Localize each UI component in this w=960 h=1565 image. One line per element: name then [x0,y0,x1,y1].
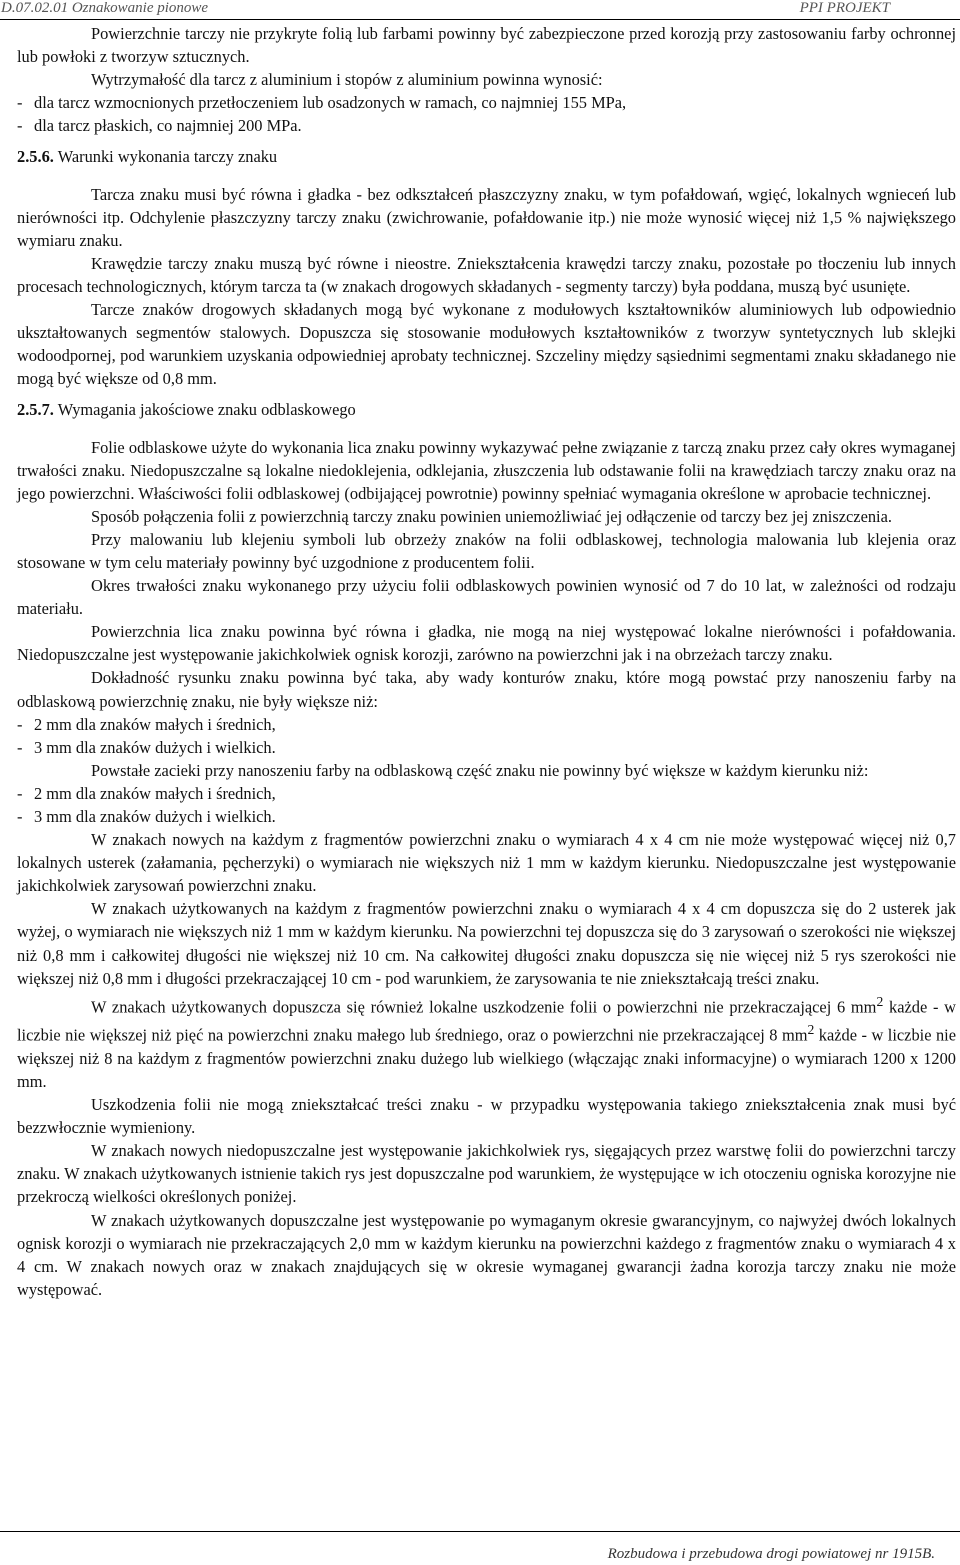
list-item [17,736,956,759]
paragraph: Wytrzymałość dla tarcz z aluminium i stopów z aluminium powinna wynosić: [91,70,603,90]
list-item-text: dla tarcz płaskich, co najmniej 200 MPa. [34,116,302,136]
paragraph: Tarcza znaku musi być równa i gładka - bez odkształceń płaszczyzny znaku, w tym pofałdowań, wgięć, lokalnych wgnieceń lub nierówności itp. Odchylenie płaszczyzny tarczy znaku (zwichrowanie, pofałdowanie itp.) nie może wynosić więcej niż 1,5 % największego wymiaru znaku. [17,184,956,250]
list-dash: - [17,93,23,113]
paragraph-text: W znakach użytkowanych dopuszcza się również lokalne uszkodzenie folii o powierzchni nie przekraczającej 6 mm [91,997,877,1017]
list-item [17,713,956,736]
paragraph: Krawędzie tarczy znaku muszą być równe i nieostre. Zniekształcenia krawędzi tarczy znaku, pozostałe po tłoczeniu lub innych procesach technologicznych, którym tarcza ta (w znakach drogowych składanych - segmenty tarczy) była poddana, muszą być usunięte. [17,253,956,296]
paragraph: W znakach użytkowanych na każdym z fragmentów powierzchni znaku o wymiarach 4 x 4 cm dopuszcza się do 2 usterek jak wyżej, o wymiarach nie większych niż 1 mm w każdym kierunku. Na powierzchni tej dopuszcza się do 3 zarysowań o szerokości nie większej niż 0,8 mm i całkowitej długości nie większej niż 10 cm. Na całkowitej długości znaku dopuszcza się nie więcej niż 5 rys szerokości nie większej niż 0,8 mm i długości przekraczającej 10 cm - pod warunkiem, że zarysowania te nie zniekształcają treści znaku. [17,899,956,988]
section-heading-2-5-7 [17,398,956,421]
list-item-text: 3 mm dla znaków dużych i wielkich. [34,807,276,826]
section-title: Warunki wykonania tarczy znaku [57,147,278,167]
list-dash: - [17,783,23,803]
paragraph: Powierzchnia lica znaku powinna być równa i gładka, nie mogą na niej występować lokalne nierówności i pofałdowania. Niedopuszczalne jest występowanie jakichkolwiek ognisk korozji, zarówno na powierzchni jak i na obrzeżach tarczy znaku. [17,622,956,665]
superscript: 2 [807,1022,815,1038]
header-spec-code: D.07.02.01 Oznakowanie pionowe [1,0,209,16]
list-item [17,805,956,828]
list-item-text: 2 mm dla znaków małych i średnich, [34,783,276,803]
list-item-text: dla tarcz wzmocnionych przetłoczeniem lub osadzonych w ramach, co najmniej 155 MPa, [34,93,627,113]
paragraph: W znakach nowych na każdym z fragmentów powierzchni znaku o wymiarach 4 x 4 cm nie może występować więcej niż 0,7 lokalnych usterek (załamania, pęcherzyki) o wymiarach nie większych niż 1 mm w każdym kierunku. Niedopuszczalne jest występowanie jakichkolwiek zarysowań powierzchni znaku. [17,830,956,896]
paragraph: Sposób połączenia folii z powierzchnią tarczy znaku powinien uniemożliwiać jej odłączenie od tarczy bez jej zniszczenia. [91,506,892,526]
section-number: 2.5.6. [17,147,54,167]
section-heading-2-5-6 [17,145,956,168]
paragraph: Powstałe zacieki przy nanoszeniu farby na odblaskową część znaku nie powinny być większe w każdym kierunku niż: [91,760,869,780]
list-item-text: 3 mm dla znaków dużych i wielkich. [34,737,276,757]
section-title: Wymagania jakościowe znaku odblaskowego [57,400,356,420]
section-number: 2.5.7. [17,400,54,420]
paragraph: W znakach użytkowanych dopuszczalne jest występowanie po wymaganym okresie gwarancyjnym, co najwyżej dwóch lokalnych ognisk korozji o wymiarach nie przekraczających 2,0 mm w każdym kierunku na powierzchni każdego z fragmentów znaku o wymiarach 4 x 4 cm. W znakach nowych oraz w znakach znajdujących się w okresie wymaganej gwarancji żadna korozja tarczy znaku nie może występować. [17,1210,956,1299]
header-company: PPI PROJEKT [799,0,890,16]
page-header [0,0,960,20]
paragraph: Tarcze znaków drogowych składanych mogą być wykonane z modułowych kształtowników aluminiowych lub odpowiednio ukształtowanych segmentów stalowych. Dopuszcza się stosowanie modułowych kształtowników z tworzyw syntetycznych lub sklejki wodoodpornej, pod warunkiem uzyskania odpowiedniej aprobaty technicznej. Szczeliny między sąsiednimi segmentami znaku składanego nie mogą być większe od 0,8 mm. [17,300,956,389]
list-dash: - [17,714,23,734]
paragraph: Folie odblaskowe użyte do wykonania lica znaku powinny wykazywać pełne związanie z tarczą znaku przez cały okres wymaganej trwałości znaku. Niedopuszczalne są lokalne niedoklejenia, odklejania, złuszczenia lub odstawanie folii na krawędziach tarczy znaku oraz na jego powierzchni. Właściwości folii odblaskowej (odbijającej powrotnie) powinny spełniać wymagania określone w aprobacie technicznej. [17,437,956,503]
paragraph [17,990,956,1093]
superscript: 2 [876,993,884,1009]
paragraph-text: każde - w liczbie nie większej niż pięć na powierzchni znaku małego lub średniego, oraz o powierzchni nie przekraczającej 8 mm [17,997,956,1045]
paragraph-text: każde - w liczbie nie większej niż 8 na każdym z fragmentów powierzchni znaku dużego lub wielkiego (włączając znaki informacyjne) o wymiarach 1200 x 1200 mm. [17,1025,956,1091]
paragraph: Przy malowaniu lub klejeniu symboli lub obrzeży znaków na folii odblaskowej, technologia malowania lub klejenia oraz stosowane w tym celu materiały powinny być uzgodnione z producentem folii. [17,529,956,572]
paragraph: W znakach nowych niedopuszczalne jest występowanie jakichkolwiek rys, sięgających przez warstwę folii do powierzchni tarczy znaku. W znakach użytkowanych istnienie takich rys jest dopuszczalne pod warunkiem, że występujące w ich otoczeniu ogniska korozyjne nie przekroczą wielkości określonych poniżej. [17,1141,956,1207]
paragraph: Powierzchnie tarczy nie przykryte folią lub farbami powinny być zabezpieczone przed korozją przy zastosowaniu farby ochronnej lub powłoki z tworzyw sztucznych. [17,24,956,67]
list-item-text: 2 mm dla znaków małych i średnich, [34,714,276,734]
paragraph: Okres trwałości znaku wykonanego przy użyciu folii odblaskowych powinien wynosić od 7 do 10 lat, w zależności od rodzaju materiału. [17,576,956,619]
footer-rule [0,1531,960,1532]
list-item [17,91,956,114]
page-footer: Rozbudowa i przebudowa drogi powiatowej nr 1915B. [607,1546,935,1562]
list-item [17,782,956,805]
paragraph: Uszkodzenia folii nie mogą zniekształcać treści znaku - w przypadku występowania takiego zniekształcenia znak musi być bezzwłocznie wymieniony. [17,1095,956,1138]
list-dash: - [17,807,23,826]
list-dash: - [17,737,23,757]
document-body [17,22,956,1301]
list-item [17,114,956,137]
paragraph: Dokładność rysunku znaku powinna być taka, aby wady konturów znaku, które mogą powstać przy nanoszeniu farby na odblaskową powierzchnię znaku, nie były większe niż: [17,668,956,711]
list-dash: - [17,116,23,136]
